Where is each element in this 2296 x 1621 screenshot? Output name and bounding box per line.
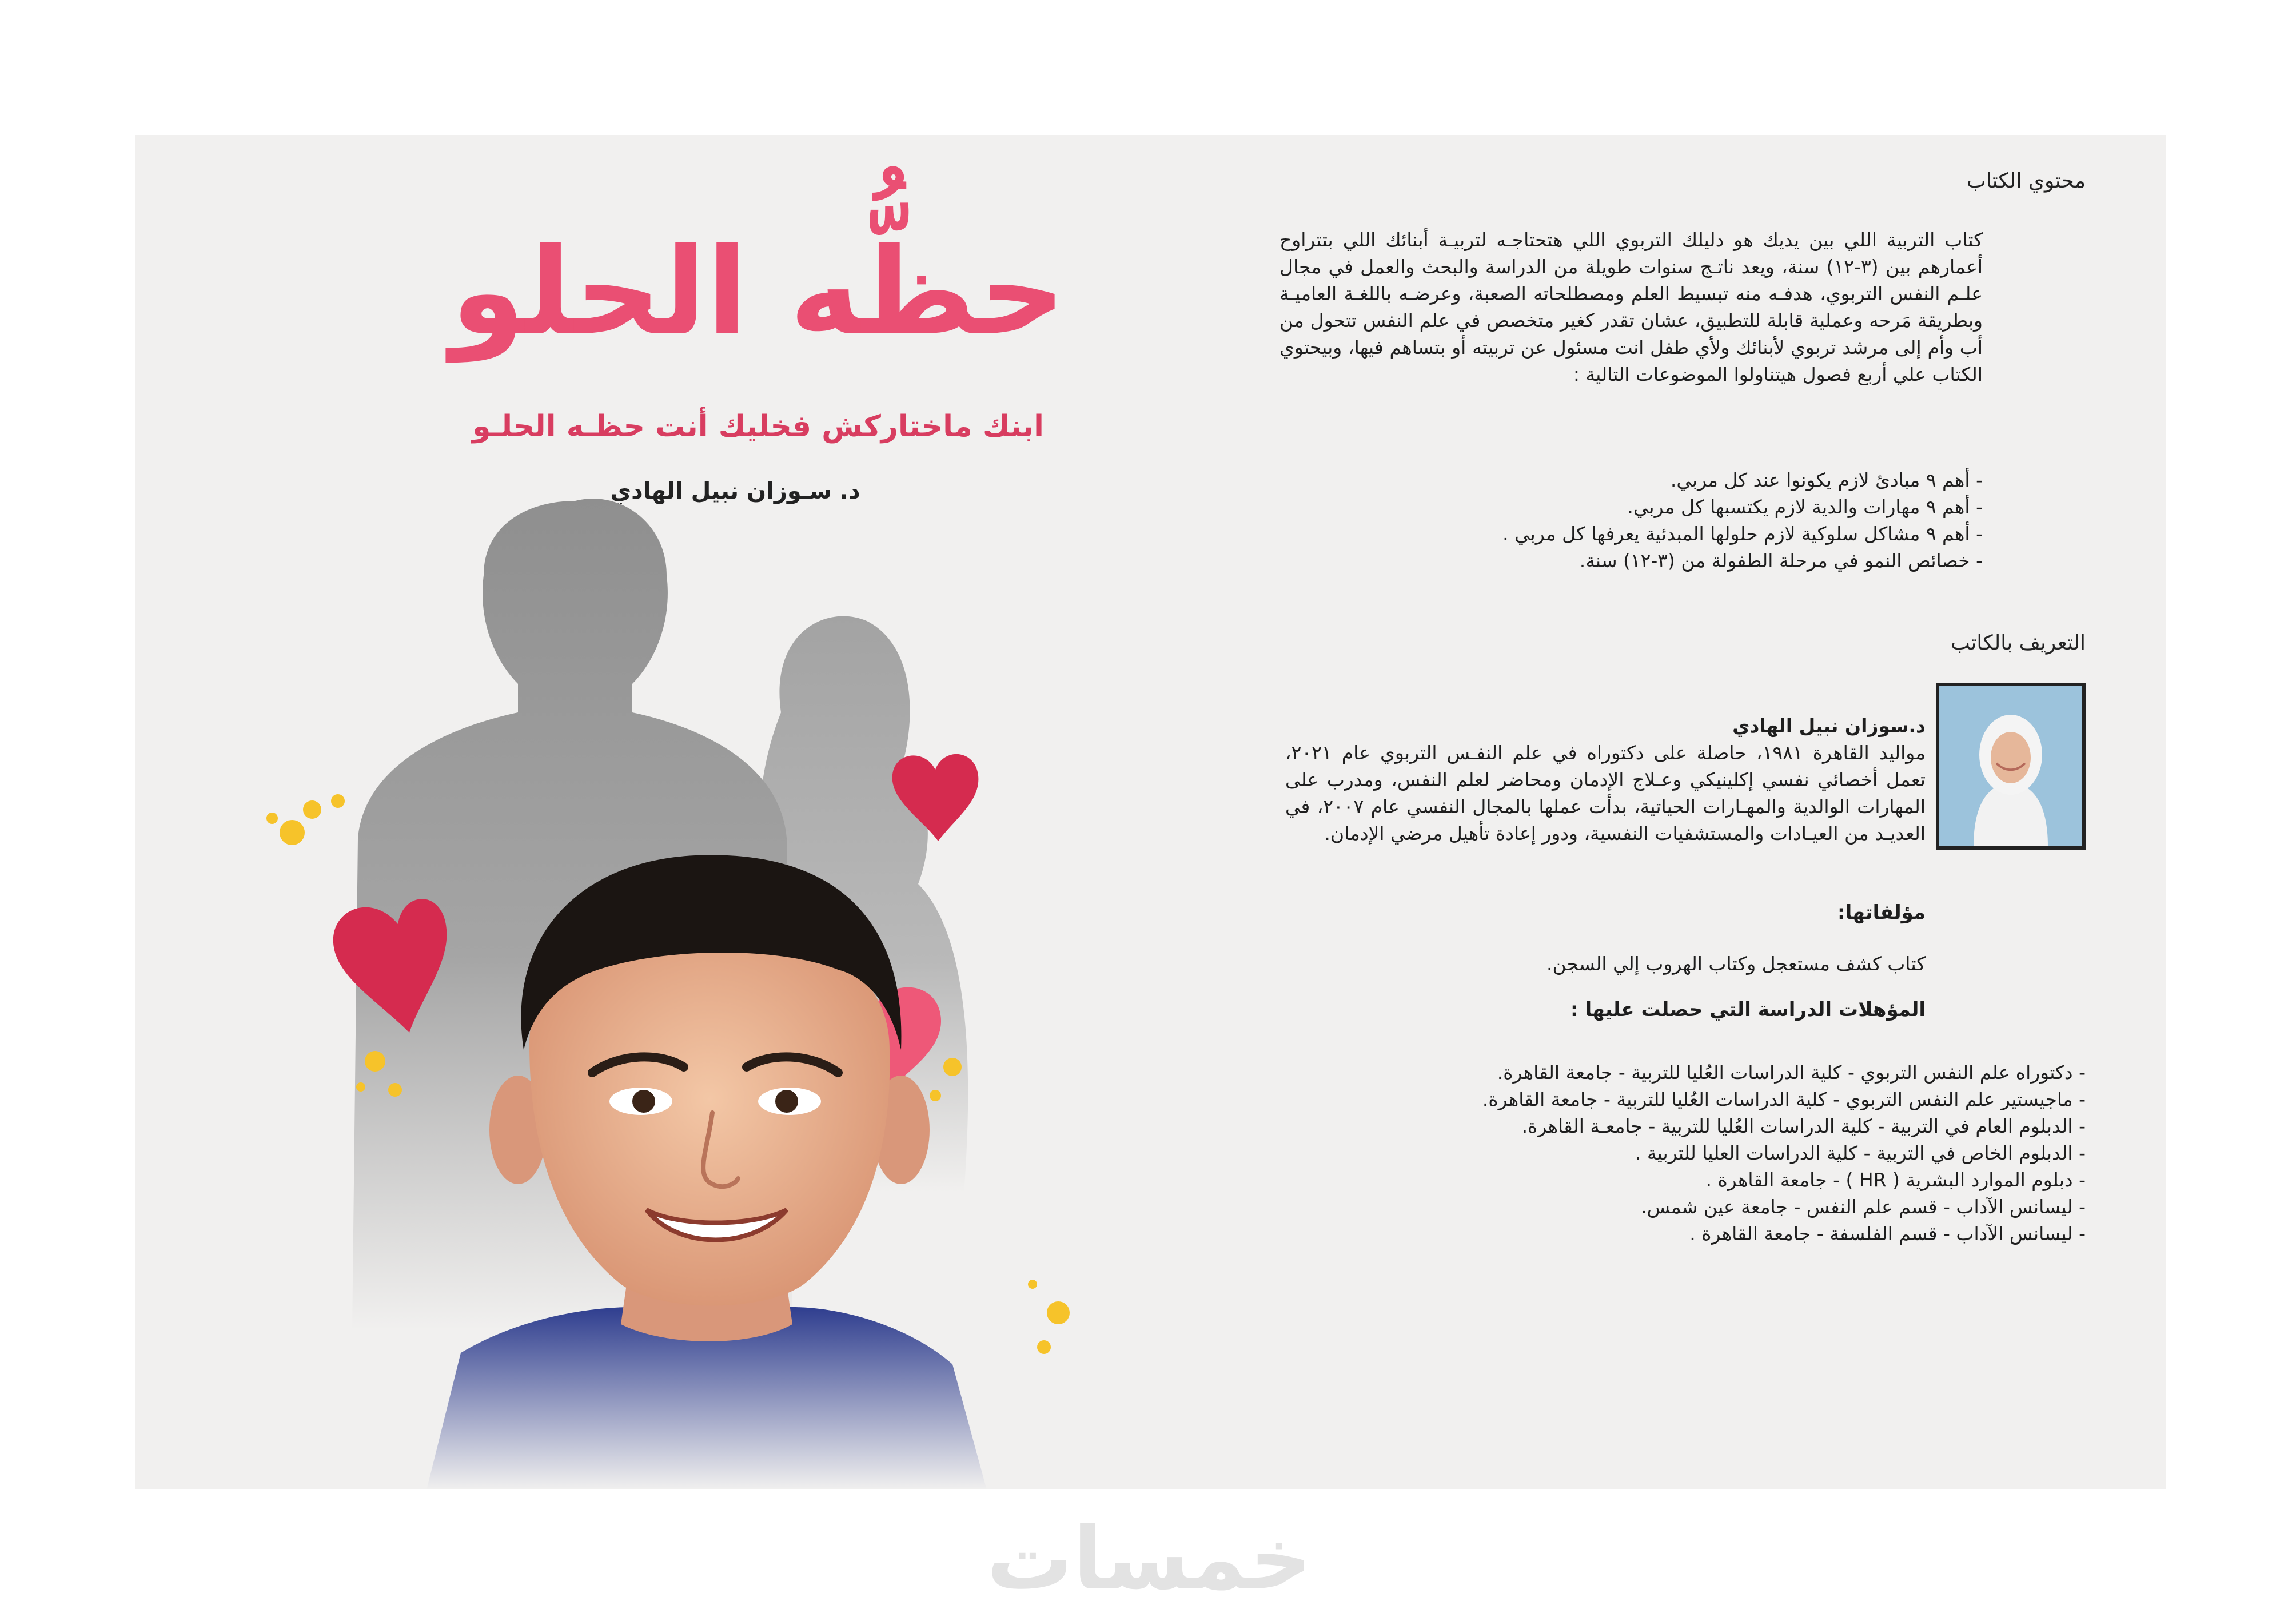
- contents-heading: محتوي الكتاب: [1966, 169, 2086, 193]
- qualification-item: - ماجيستير علم النفس التربوي - كلية الدراسات العُليا للتربية - جامعة القاهرة.: [1285, 1086, 2086, 1113]
- qualification-item: - ليسانس الآداب - قسم الفلسفة - جامعة القاهرة .: [1285, 1220, 2086, 1247]
- book-cover-spread: [135, 135, 2166, 1489]
- back-cover: [1137, 135, 2166, 1489]
- works-heading: مؤلفاتها:: [1837, 901, 1926, 924]
- cover-title: حظُّه الحلو: [451, 222, 1066, 362]
- contents-item: - أهم ٩ مبادئ لازم يكونوا عند كل مربي.: [1239, 467, 1983, 493]
- author-photo: [1936, 683, 2086, 850]
- contents-paragraph: كتاب التربية اللي بين يديك هو دليلك التربوي اللي هتحتاجـه لتربيـة أبنائك اللي بتتراوح أعمارهم بين (٣-١٢) سنة، ويعد ناتـج سنوات طويلة من الدراسة والبحث والعمل في مجال علـم النفس التربوي، هدفـه منه تبسيط العلم ومصطلحاته الصعبة، وعرضـه باللغـة العاميـة وبطريقة مَرحه وعملية قابلة للتطبيق، عشان تقدر كغير متخصص في علم النفس تتحول من أب وأم إلى مرشد تربوي لأبنائك ولأي طفل انت مسئول عن تربيته أو بتساهم فيها، وبيحتوي الكتاب علي أربع فصول هيتناولوا الموضوعات التالية :: [1279, 229, 1983, 385]
- watermark-logo: خمسات: [986, 1510, 1312, 1609]
- qualification-item: - دكتوراه علم النفس التربوي - كلية الدراسات العُليا للتربية - جامعة القاهرة.: [1285, 1059, 2086, 1086]
- cover-author: د. سـوزان نبيل الهادي: [610, 478, 860, 504]
- author-name: د.سوزان نبيل الهادي: [1732, 715, 1926, 737]
- contents-item: - أهم ٩ مشاكل سلوكية لازم حلولها المبدئية يعرفها كل مربي .: [1239, 520, 1983, 547]
- qualification-item: - الدبلوم العام في التربية - كلية الدراسات العُليا للتربية - جامعـة القاهرة.: [1285, 1113, 2086, 1140]
- contents-item: - خصائص النمو في مرحلة الطفولة من (٣-١٢) سنة.: [1239, 547, 1983, 574]
- contents-list: [1239, 467, 1983, 574]
- qualification-item: - الدبلوم الخاص في التربية - كلية الدراسات العليا للتربية .: [1285, 1140, 2086, 1166]
- qualifications-heading: المؤهلات الدراسة التي حصلت عليها :: [1570, 998, 1926, 1021]
- qualification-item: - دبلوم الموارد البشرية ( HR ) - جامعة القاهرة .: [1285, 1166, 2086, 1193]
- qualification-item: - ليسانس الآداب - قسم علم النفس - جامعة عين شمس.: [1285, 1193, 2086, 1220]
- author-bio: مواليد القاهرة ١٩٨١، حاصلة على دكتوراه في علم النفـس التربوي عام ٢٠٢١، تعمل أخصائي نفسي إكلينيكي وعـلاج الإدمان ومحاضر لعلم النفس، ومدرب على المهارات الوالدية والمهـارات الحياتية، بدأت عملها بالمجال النفسي عام ٢٠٠٧، في العديـد من العيـادات والمستشفيات النفسية، ودور إعادة تأهيل مرضي الإدمان.: [1285, 742, 1926, 845]
- contents-item: - أهم ٩ مهارات والدية لازم يكتسبها كل مربي.: [1239, 493, 1983, 520]
- author-heading: التعريف بالكاتب: [1951, 631, 2086, 655]
- cover-subtitle: ابنك ماختاركش فخليك أنت حظـه الحلـو: [472, 409, 1044, 444]
- cover-illustration: [221, 472, 1135, 1489]
- works-text: كتاب كشف مستعجل وكتاب الهروب إلي السجن.: [1546, 953, 1926, 975]
- author-bio-block: [1285, 712, 1926, 847]
- qualifications-list: [1285, 1059, 2086, 1247]
